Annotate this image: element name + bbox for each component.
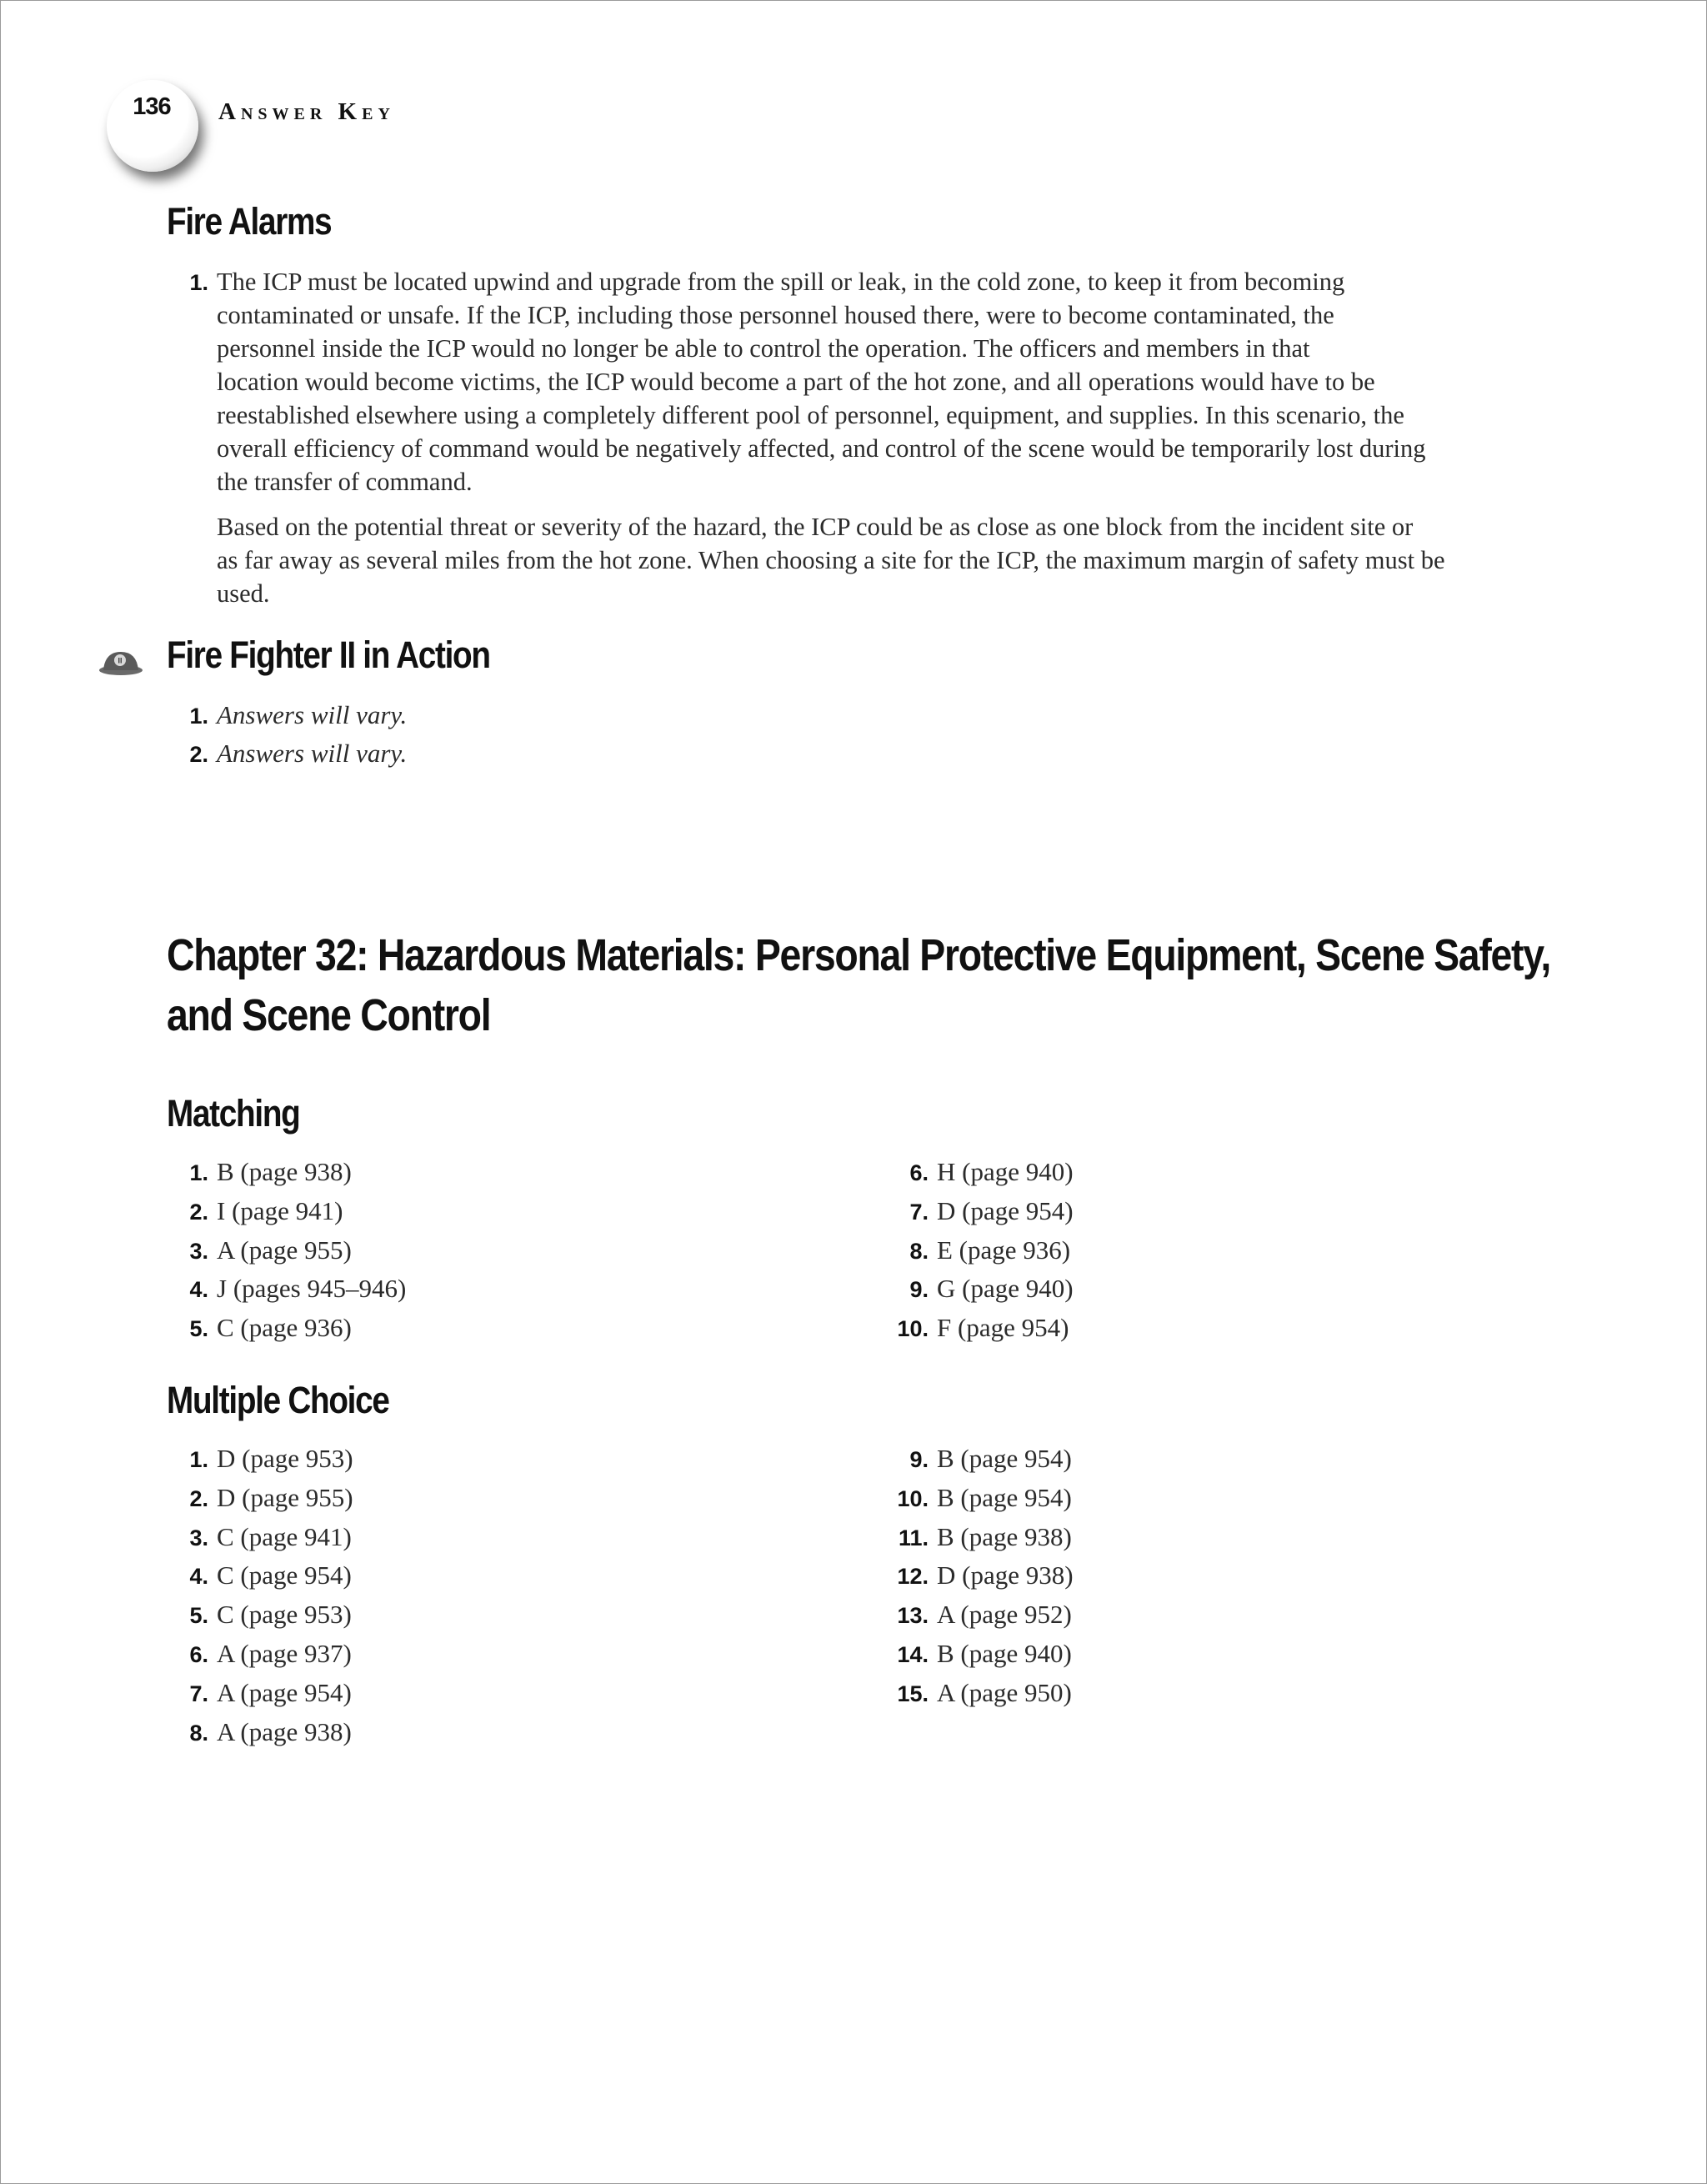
item-text: I (page 941) <box>217 1195 343 1225</box>
item-number: 15. <box>897 1681 929 1706</box>
fire-helmet-icon <box>98 649 143 677</box>
paragraph-line: reestablished elsewhere using a completely different pool of personnel, equipment, and supplies. In this scenario, the <box>217 401 1404 429</box>
item-number: 11. <box>898 1525 929 1550</box>
item-text: A (page 954) <box>217 1677 352 1707</box>
chapter-title <box>167 925 1600 1045</box>
page-number: 136 <box>133 93 171 120</box>
item-number: 2. <box>189 1485 208 1511</box>
item-number: 13. <box>897 1603 929 1629</box>
item-number: 7. <box>909 1199 929 1225</box>
item-number: 10. <box>897 1485 929 1511</box>
item-number: 5. <box>189 1603 208 1629</box>
item-number: 3. <box>189 1238 208 1264</box>
running-head: Answer Key <box>218 98 395 125</box>
item-text: D (page 938) <box>937 1560 1074 1590</box>
item-text: B (page 954) <box>937 1482 1072 1512</box>
item-text: F (page 954) <box>937 1313 1069 1343</box>
item-number: 1. <box>189 1160 208 1185</box>
item-number: 5. <box>189 1316 208 1342</box>
item-text: Answers will vary. <box>217 700 408 729</box>
section-title-fire-alarms: Fire Alarms <box>167 200 332 243</box>
item-number: 2. <box>189 1199 208 1225</box>
item-text: A (page 937) <box>217 1639 352 1668</box>
helmet-label: II <box>118 656 123 665</box>
item-number: 4. <box>189 1564 208 1590</box>
item-number: 14. <box>897 1642 929 1667</box>
chapter-title-line: and Scene Control <box>167 990 491 1040</box>
chapter-title-line: Chapter 32: Hazardous Materials: Personal Protective Equipment, Scene Safety, <box>167 930 1550 980</box>
item-number: 10. <box>897 1316 929 1342</box>
item-text: C (page 954) <box>217 1560 352 1590</box>
item-text: A (page 938) <box>217 1716 352 1746</box>
item-number: 8. <box>909 1238 929 1264</box>
item-text: B (page 938) <box>937 1521 1072 1551</box>
item-number: 9. <box>909 1277 929 1303</box>
item-text: G (page 940) <box>937 1274 1074 1304</box>
paragraph-line: used. <box>217 579 270 608</box>
item-number: 6. <box>909 1160 929 1185</box>
paragraph-line: Based on the potential threat or severity of the hazard, the ICP could be as close as one block from the incident site or <box>217 513 1414 541</box>
paragraph-line: contaminated or unsafe. If the ICP, including those personnel housed there, were to become contaminated, the <box>217 301 1334 329</box>
item-text: C (page 936) <box>217 1313 352 1343</box>
item-number: 1. <box>189 270 208 295</box>
item-text: B (page 940) <box>937 1639 1072 1668</box>
fire-alarms-paragraph-2 <box>217 510 1567 610</box>
paragraph-line: personnel inside the ICP would no longer be able to control the operation. The officers and members in that <box>217 334 1310 363</box>
item-text: D (page 953) <box>217 1444 353 1473</box>
paragraph-line: overall efficiency of command would be negatively affected, and control of the scene would be temporarily lost during <box>217 434 1426 463</box>
section-title-ff2-in-action: Fire Fighter II in Action <box>167 634 490 676</box>
item-number: 6. <box>189 1642 208 1667</box>
item-text: E (page 936) <box>937 1235 1071 1265</box>
item-text: A (page 950) <box>937 1677 1072 1707</box>
paragraph-line: as far away as several miles from the hot zone. When choosing a site for the ICP, the maximum margin of safety must be <box>217 546 1445 574</box>
item-number: 8. <box>189 1720 208 1746</box>
item-text: D (page 954) <box>937 1195 1074 1225</box>
item-text: C (page 941) <box>217 1521 352 1551</box>
item-number: 2. <box>189 742 208 767</box>
item-number: 9. <box>909 1447 929 1472</box>
item-text: B (page 954) <box>937 1444 1072 1473</box>
item-text: A (page 955) <box>217 1235 352 1265</box>
item-number: 3. <box>189 1525 208 1550</box>
item-text: B (page 938) <box>217 1157 352 1186</box>
section-title-matching: Matching <box>167 1092 300 1135</box>
item-text: A (page 952) <box>937 1600 1072 1630</box>
fire-alarms-paragraph-1 <box>217 265 1567 498</box>
item-text: C (page 953) <box>217 1600 352 1630</box>
item-text: H (page 940) <box>937 1157 1074 1186</box>
item-text: J (pages 945–946) <box>217 1274 407 1304</box>
item-number: 1. <box>189 1447 208 1472</box>
item-text: Answers will vary. <box>217 739 408 768</box>
section-title-multiple-choice: Multiple Choice <box>167 1379 389 1421</box>
paragraph-line: the transfer of command. <box>217 468 473 496</box>
item-number: 4. <box>189 1277 208 1303</box>
item-number: 1. <box>189 704 208 729</box>
item-number: 12. <box>897 1564 929 1590</box>
item-text: D (page 955) <box>217 1482 353 1512</box>
paragraph-line: location would become victims, the ICP would become a part of the hot zone, and all operations would have to be <box>217 368 1375 396</box>
item-number: 7. <box>189 1681 208 1706</box>
paragraph-line: The ICP must be located upwind and upgrade from the spill or leak, in the cold zone, to keep it from becoming <box>217 268 1345 296</box>
